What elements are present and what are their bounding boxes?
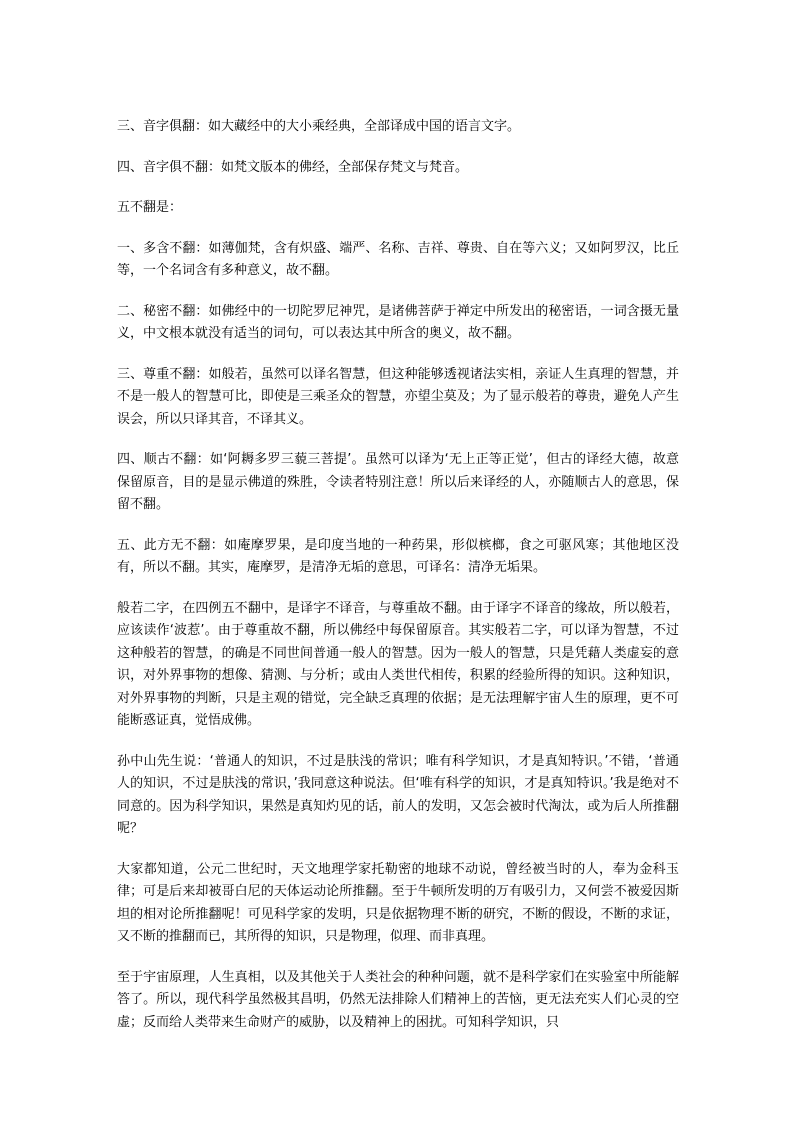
paragraph-duohan-bufan: 一、多含不翻：如薄伽梵，含有炽盛、端严、名称、吉祥、尊贵、自在等六义；又如阿罗汉，比丘等，一个名词含有多种意义，故不翻。: [117, 240, 679, 278]
paragraph-yuzhou-yuanli: 至于宇宙原理，人生真相，以及其他关于人类社会的种种问题，就不是科学家们在实验室中所能解答了。所以，现代科学虽然极其昌明，仍然无法排除人们精神上的苦恼，更无法充实人们心灵的空虚；反而给人类带来生命财产的威胁，以及精神上的困扰。可知科学知识，只: [117, 969, 679, 1030]
paragraph-bore-erzi: 般若二字，在四例五不翻中，是译字不译音，与尊重故不翻。由于译字不译音的缘故，所以般若，应该读作‘波惹’。由于尊重故不翻，所以佛经中每保留原音。其实般若二字，可以译为智慧，不过这种般若的智慧，的确是不同世间普通一般人的智慧。因为一般人的智慧，只是凭藉人类虚妄的意识，对外界事物的想像、猜测、与分析；或由人类世代相传，积累的经验所得的知识。这种知识，对外界事物的判断，只是主观的错觉，完全缺乏真理的依据；是无法理解宇宙人生的原理，更不可能断惑证真，觉悟成佛。: [117, 600, 679, 728]
paragraph-wubufan-heading: 五不翻是：: [117, 200, 183, 215]
paragraph-yinzi-jubufan: 四、音字俱不翻：如梵文版本的佛经，全部保存梵文与梵音。: [117, 159, 469, 175]
paragraph-sanzi-jufan: 三、音字俱翻：如大藏经中的大小乘经典，全部译成中国的语言文字。: [117, 119, 521, 134]
paragraph-mimi-bufan: 二、秘密不翻：如佛经中的一切陀罗尼神咒，是诸佛菩萨于禅定中所发出的秘密语，一词含摄无量义，中文根本就没有适当的词句，可以表达其中所含的奥义，故不翻。: [117, 303, 679, 341]
paragraph-cifangwu-bufan: 五、此方无不翻：如庵摩罗果，是印度当地的一种药果，形似槟榔，食之可驱风寒；其他地区没有，所以不翻。其实，庵摩罗，是清净无垢的意思，可译名：清净无垢果。: [117, 537, 679, 575]
paragraph-sun-zhongshan: 孙中山先生说：‘普通人的知识，不过是肤浅的常识；唯有科学知识，才是真知特识。’不错，‘普通人的知识，不过是肤浅的常识，’我同意这种说法。但‘唯有科学的知识，才是真知特识。’我是绝对不同意的。因为科学知识，果然是真知灼见的话，前人的发明，又怎会被时代淘汰，或为后人所推翻呢？: [117, 753, 679, 836]
paragraph-zunzhong-bufan: 三、尊重不翻：如般若，虽然可以译名智慧，但这种能够透视诸法实相，亲证人生真理的智慧，并不是一般人的智慧可比，即使是三乘圣众的智慧，亦望尘莫及；为了显示般若的尊贵，避免人产生误会，所以只译其音，不译其义。: [117, 366, 679, 427]
paragraph-dajia-zhidao: 大家都知道，公元二世纪时，天文地理学家托勒密的地球不动说，曾经被当时的人，奉为金科玉律；可是后来却被哥白尼的天体运动论所推翻。至于牛顿所发明的万有吸引力，又何尝不被爱因斯坦的相对论所推翻呢！可见科学家的发明，只是依据物理不断的研究，不断的假设，不断的求证，又不断的推翻而已，其所得的知识，只是物理，似理、而非真理。: [117, 861, 679, 944]
document-body: [117, 116, 679, 1052]
paragraph-shungu-bufan: 四、顺古不翻：如‘阿耨多罗三藐三菩提’。虽然可以译为‘无上正等正觉’，但古的译经大德，故意保留原音，目的是显示佛道的殊胜，令读者特别注意！所以后来译经的人，亦随顺古人的意思，保留不翻。: [117, 452, 679, 512]
